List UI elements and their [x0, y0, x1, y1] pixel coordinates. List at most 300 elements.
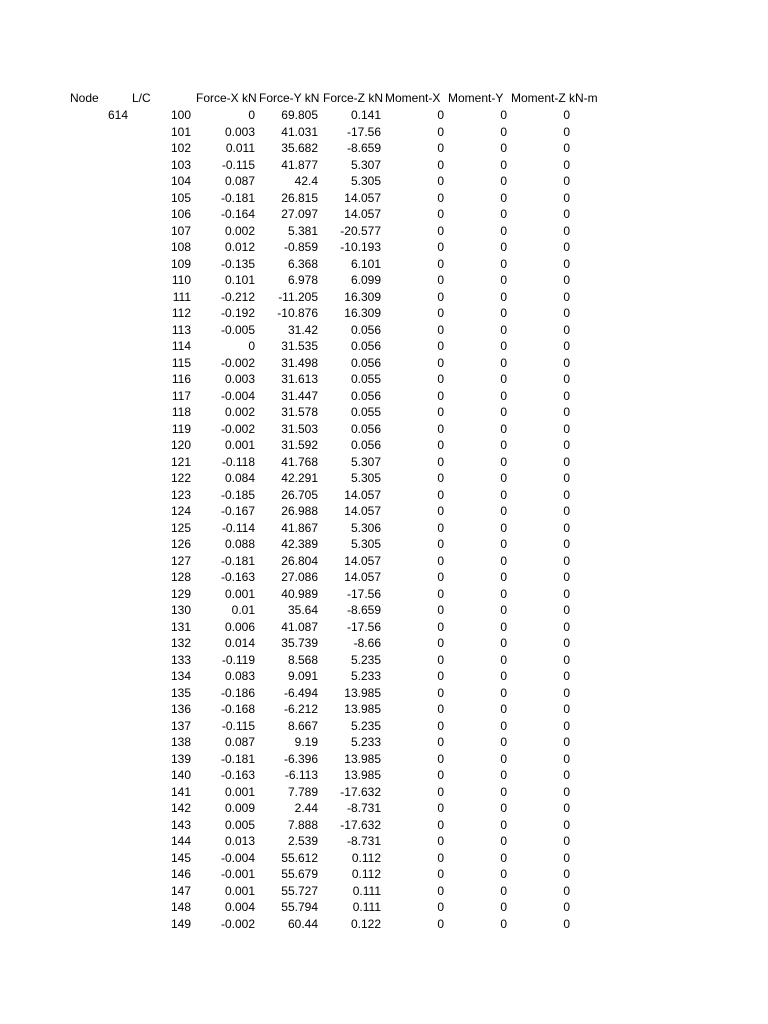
header-force-x: Force-X kN [196, 91, 257, 105]
moment-x-cell: 0 [437, 751, 444, 766]
moment-y-cell: 0 [500, 157, 507, 172]
moment-y-cell: 0 [500, 520, 507, 535]
moment-y-cell: 0 [500, 900, 507, 914]
force-z-cell: 14.057 [344, 207, 381, 221]
moment-x-cell: 0 [437, 372, 444, 386]
moment-y-cell: 0 [500, 289, 507, 304]
moment-z-cell: 0 [563, 850, 570, 865]
force-z-cell: 0.055 [350, 372, 381, 386]
load-case-cell: 146 [170, 867, 191, 881]
force-y-cell: 60.44 [287, 916, 318, 931]
moment-x-cell: 0 [437, 817, 444, 832]
force-z-cell: 14.057 [344, 487, 381, 502]
force-z-cell: 13.985 [344, 685, 381, 700]
force-y-cell: -6.494 [283, 685, 318, 700]
load-case-cell: 116 [171, 372, 191, 386]
moment-y-cell: 0 [500, 570, 507, 584]
header-moment-z: Moment-Z kN-m [511, 91, 598, 105]
load-case-cell: 114 [171, 339, 191, 353]
force-x-cell: -0.168 [220, 702, 255, 716]
force-y-cell: -6.113 [284, 768, 318, 782]
force-z-cell: 0.056 [350, 421, 381, 436]
moment-y-cell: 0 [500, 108, 507, 122]
moment-y-cell: 0 [500, 339, 507, 353]
force-x-cell: 0.084 [224, 471, 255, 485]
force-y-cell: 40.989 [281, 586, 318, 601]
force-z-cell: 14.057 [344, 570, 381, 584]
moment-z-cell: 0 [563, 240, 570, 254]
moment-y-cell: 0 [500, 702, 507, 716]
load-case-cell: 125 [170, 520, 191, 535]
load-case-cell: 110 [171, 273, 191, 287]
force-z-cell: 0.112 [351, 867, 381, 881]
moment-x-cell: 0 [437, 735, 444, 749]
force-y-cell: 7.789 [287, 784, 318, 799]
moment-z-cell: 0 [563, 867, 570, 881]
force-x-cell: -0.181 [220, 751, 255, 766]
moment-x-cell: 0 [437, 339, 444, 353]
moment-y-cell: 0 [500, 174, 507, 188]
moment-y-cell: 0 [500, 553, 507, 568]
load-case-cell: 103 [170, 157, 191, 172]
force-y-cell: 26.804 [281, 553, 318, 568]
moment-x-cell: 0 [437, 289, 444, 304]
force-x-cell: 0.001 [224, 586, 255, 601]
force-x-cell: 0.002 [224, 223, 255, 238]
force-y-cell: 9.19 [294, 735, 318, 749]
moment-x-cell: 0 [437, 784, 444, 799]
moment-z-cell: 0 [563, 141, 570, 155]
moment-z-cell: 0 [563, 190, 570, 205]
moment-z-cell: 0 [563, 685, 570, 700]
moment-z-cell: 0 [563, 405, 570, 419]
moment-y-cell: 0 [500, 537, 507, 551]
moment-x-cell: 0 [437, 586, 444, 601]
load-case-cell: 122 [170, 471, 191, 485]
load-case-cell: 142 [170, 801, 191, 815]
moment-z-cell: 0 [563, 883, 570, 898]
force-z-cell: 0.056 [350, 438, 381, 452]
moment-z-cell: 0 [563, 520, 570, 535]
force-y-cell: 55.679 [281, 867, 318, 881]
force-x-cell: -0.002 [220, 916, 255, 931]
force-x-cell: 0.003 [224, 372, 255, 386]
moment-x-cell: 0 [437, 916, 444, 931]
moment-z-cell: 0 [563, 174, 570, 188]
moment-y-cell: 0 [500, 322, 507, 337]
load-case-cell: 133 [170, 652, 191, 667]
moment-z-cell: 0 [563, 784, 570, 799]
force-z-cell: 13.985 [344, 768, 381, 782]
force-z-cell: 13.985 [344, 751, 381, 766]
moment-x-cell: 0 [437, 883, 444, 898]
moment-x-cell: 0 [437, 718, 444, 733]
force-z-cell: 14.057 [344, 553, 381, 568]
force-z-cell: 14.057 [344, 504, 381, 518]
moment-y-cell: 0 [500, 669, 507, 683]
load-case-cell: 134 [170, 669, 191, 683]
moment-x-cell: 0 [437, 768, 444, 782]
load-case-cell: 109 [170, 256, 191, 271]
force-y-cell: 31.535 [281, 339, 318, 353]
force-x-cell: -0.004 [220, 388, 255, 403]
moment-y-cell: 0 [500, 438, 507, 452]
moment-y-cell: 0 [500, 240, 507, 254]
force-z-cell: 0.111 [352, 883, 381, 898]
moment-x-cell: 0 [437, 421, 444, 436]
force-y-cell: 42.4 [294, 174, 318, 188]
load-case-cell: 138 [170, 735, 191, 749]
force-z-cell: 0.112 [351, 850, 381, 865]
load-case-cell: 137 [170, 718, 191, 733]
load-case-cell: 132 [170, 636, 191, 650]
force-x-cell: 0.006 [224, 619, 255, 634]
header-force-z: Force-Z kN [323, 91, 383, 105]
force-z-cell: 5.305 [350, 471, 381, 485]
moment-z-cell: 0 [563, 586, 570, 601]
force-y-cell: 42.389 [281, 537, 318, 551]
force-z-cell: 14.057 [344, 190, 381, 205]
moment-x-cell: 0 [437, 405, 444, 419]
moment-y-cell: 0 [500, 619, 507, 634]
force-y-cell: 35.64 [287, 603, 318, 617]
force-y-cell: 31.592 [281, 438, 318, 452]
force-z-cell: 0.056 [350, 339, 381, 353]
force-z-cell: -8.659 [346, 141, 381, 155]
load-case-cell: 127 [170, 553, 191, 568]
load-case-cell: 115 [171, 355, 191, 370]
force-x-cell: -0.163 [220, 768, 255, 782]
moment-x-cell: 0 [437, 108, 444, 122]
moment-z-cell: 0 [563, 223, 570, 238]
force-x-cell: -0.135 [220, 256, 255, 271]
moment-z-cell: 0 [563, 322, 570, 337]
moment-y-cell: 0 [500, 388, 507, 403]
moment-z-cell: 0 [563, 372, 570, 386]
moment-y-cell: 0 [500, 504, 507, 518]
force-x-cell: -0.181 [220, 190, 255, 205]
force-x-cell: 0.001 [224, 438, 255, 452]
moment-y-cell: 0 [500, 141, 507, 155]
moment-x-cell: 0 [437, 520, 444, 535]
node-id: 614 [107, 108, 128, 122]
force-x-cell: -0.185 [220, 487, 255, 502]
force-x-cell: -0.002 [220, 355, 255, 370]
moment-z-cell: 0 [563, 652, 570, 667]
load-case-cell: 130 [170, 603, 191, 617]
moment-x-cell: 0 [437, 537, 444, 551]
force-y-cell: 55.612 [281, 850, 318, 865]
force-y-cell: -10.876 [277, 306, 318, 320]
load-case-cell: 111 [172, 289, 191, 304]
force-x-cell: -0.115 [221, 718, 255, 733]
force-x-cell: 0.003 [224, 124, 255, 139]
moment-z-cell: 0 [563, 768, 570, 782]
force-z-cell: 16.309 [344, 306, 381, 320]
load-case-cell: 113 [171, 322, 191, 337]
force-z-cell: -17.56 [346, 619, 381, 634]
moment-x-cell: 0 [437, 619, 444, 634]
header-node: Node [70, 91, 99, 105]
moment-y-cell: 0 [500, 685, 507, 700]
moment-z-cell: 0 [563, 570, 570, 584]
moment-x-cell: 0 [437, 322, 444, 337]
force-x-cell: -0.163 [220, 570, 255, 584]
force-z-cell: 0.141 [350, 108, 381, 122]
moment-y-cell: 0 [500, 867, 507, 881]
moment-z-cell: 0 [563, 438, 570, 452]
moment-z-cell: 0 [563, 619, 570, 634]
force-z-cell: -17.56 [346, 124, 381, 139]
force-y-cell: 41.867 [281, 520, 318, 535]
moment-z-cell: 0 [563, 751, 570, 766]
load-case-cell: 105 [170, 190, 191, 205]
force-x-cell: 0.005 [224, 817, 255, 832]
force-z-cell: 5.233 [350, 735, 381, 749]
load-case-cell: 107 [170, 223, 191, 238]
moment-x-cell: 0 [437, 207, 444, 221]
force-x-cell: -0.004 [220, 850, 255, 865]
moment-x-cell: 0 [437, 388, 444, 403]
moment-y-cell: 0 [500, 223, 507, 238]
force-y-cell: 5.381 [287, 223, 318, 238]
force-x-cell: -0.212 [220, 289, 255, 304]
load-case-cell: 145 [170, 850, 191, 865]
force-y-cell: 31.42 [287, 322, 318, 337]
moment-y-cell: 0 [500, 751, 507, 766]
force-x-cell: -0.005 [220, 322, 255, 337]
force-x-cell: 0.014 [224, 636, 255, 650]
force-x-cell: -0.164 [220, 207, 255, 221]
force-y-cell: 27.086 [281, 570, 318, 584]
moment-y-cell: 0 [500, 355, 507, 370]
force-z-cell: 0.056 [350, 322, 381, 337]
force-z-cell: 5.307 [350, 157, 381, 172]
load-case-cell: 118 [171, 405, 191, 419]
force-y-cell: 41.768 [281, 454, 318, 469]
moment-y-cell: 0 [500, 256, 507, 271]
moment-y-cell: 0 [500, 487, 507, 502]
moment-z-cell: 0 [563, 157, 570, 172]
force-x-cell: -0.181 [220, 553, 255, 568]
force-z-cell: 5.235 [350, 652, 381, 667]
force-y-cell: 41.031 [281, 124, 318, 139]
moment-y-cell: 0 [500, 817, 507, 832]
force-z-cell: -10.193 [340, 240, 381, 254]
force-y-cell: 55.727 [281, 883, 318, 898]
load-case-cell: 119 [171, 421, 191, 436]
moment-x-cell: 0 [437, 636, 444, 650]
force-y-cell: 26.988 [281, 504, 318, 518]
force-z-cell: 5.305 [350, 174, 381, 188]
moment-y-cell: 0 [500, 883, 507, 898]
moment-x-cell: 0 [437, 685, 444, 700]
moment-z-cell: 0 [563, 256, 570, 271]
load-case-cell: 136 [170, 702, 191, 716]
force-z-cell: -17.632 [340, 784, 381, 799]
force-z-cell: 0.056 [350, 388, 381, 403]
force-z-cell: 5.233 [350, 669, 381, 683]
moment-y-cell: 0 [500, 454, 507, 469]
force-y-cell: 26.815 [281, 190, 318, 205]
force-x-cell: 0.012 [224, 240, 255, 254]
moment-x-cell: 0 [437, 652, 444, 667]
load-case-cell: 106 [170, 207, 191, 221]
moment-z-cell: 0 [563, 124, 570, 139]
moment-z-cell: 0 [563, 339, 570, 353]
moment-x-cell: 0 [437, 157, 444, 172]
moment-z-cell: 0 [563, 735, 570, 749]
force-y-cell: -6.396 [283, 751, 318, 766]
force-x-cell: 0.009 [224, 801, 255, 815]
force-y-cell: 31.503 [281, 421, 318, 436]
moment-z-cell: 0 [563, 207, 570, 221]
moment-y-cell: 0 [500, 190, 507, 205]
moment-y-cell: 0 [500, 207, 507, 221]
moment-z-cell: 0 [563, 834, 570, 848]
force-y-cell: 26.705 [281, 487, 318, 502]
moment-y-cell: 0 [500, 768, 507, 782]
force-x-cell: -0.114 [221, 520, 255, 535]
moment-x-cell: 0 [437, 454, 444, 469]
load-case-cell: 143 [170, 817, 191, 832]
force-x-cell: 0 [248, 108, 255, 122]
moment-x-cell: 0 [437, 190, 444, 205]
header-moment-y: Moment-Y [448, 91, 504, 105]
moment-y-cell: 0 [500, 421, 507, 436]
moment-x-cell: 0 [437, 223, 444, 238]
force-x-cell: 0 [248, 339, 255, 353]
moment-x-cell: 0 [437, 124, 444, 139]
force-z-cell: 0.122 [350, 916, 381, 931]
moment-y-cell: 0 [500, 603, 507, 617]
moment-z-cell: 0 [563, 306, 570, 320]
force-x-cell: -0.002 [220, 421, 255, 436]
force-y-cell: -6.212 [283, 702, 318, 716]
moment-x-cell: 0 [437, 240, 444, 254]
force-x-cell: 0.011 [225, 141, 255, 155]
load-case-cell: 140 [170, 768, 191, 782]
moment-y-cell: 0 [500, 850, 507, 865]
force-y-cell: 31.613 [281, 372, 318, 386]
moment-y-cell: 0 [500, 124, 507, 139]
moment-z-cell: 0 [563, 421, 570, 436]
force-y-cell: 35.682 [281, 141, 318, 155]
force-y-cell: 9.091 [287, 669, 318, 683]
force-y-cell: 8.667 [287, 718, 318, 733]
moment-z-cell: 0 [563, 817, 570, 832]
force-y-cell: 2.539 [287, 834, 318, 848]
force-y-cell: 55.794 [281, 900, 318, 914]
header-moment-x: Moment-X [385, 91, 441, 105]
moment-z-cell: 0 [563, 289, 570, 304]
load-case-cell: 117 [171, 388, 191, 403]
force-y-cell: 41.877 [281, 157, 318, 172]
moment-z-cell: 0 [563, 801, 570, 815]
force-x-cell: 0.088 [224, 537, 255, 551]
moment-y-cell: 0 [500, 372, 507, 386]
moment-x-cell: 0 [437, 669, 444, 683]
moment-x-cell: 0 [437, 306, 444, 320]
force-x-cell: -0.118 [221, 454, 255, 469]
moment-y-cell: 0 [500, 784, 507, 799]
moment-z-cell: 0 [563, 669, 570, 683]
force-x-cell: 0.002 [224, 405, 255, 419]
moment-x-cell: 0 [437, 438, 444, 452]
force-y-cell: 31.498 [281, 355, 318, 370]
load-case-cell: 139 [170, 751, 191, 766]
header-force-y: Force-Y kN [259, 91, 320, 105]
force-z-cell: 16.309 [344, 289, 381, 304]
moment-x-cell: 0 [437, 355, 444, 370]
force-y-cell: 8.568 [287, 652, 318, 667]
moment-x-cell: 0 [437, 702, 444, 716]
force-z-cell: -17.632 [340, 817, 381, 832]
moment-y-cell: 0 [500, 801, 507, 815]
moment-x-cell: 0 [437, 900, 444, 914]
force-z-cell: 13.985 [344, 702, 381, 716]
moment-z-cell: 0 [563, 454, 570, 469]
force-z-cell: -20.577 [340, 223, 381, 238]
moment-x-cell: 0 [437, 801, 444, 815]
header-load-case: L/C [132, 91, 151, 105]
load-case-cell: 121 [170, 454, 191, 469]
moment-y-cell: 0 [500, 652, 507, 667]
force-z-cell: -8.731 [346, 834, 381, 848]
force-y-cell: 69.805 [281, 108, 318, 122]
moment-x-cell: 0 [437, 570, 444, 584]
force-y-cell: 41.087 [281, 619, 318, 634]
moment-x-cell: 0 [437, 487, 444, 502]
force-z-cell: -8.731 [346, 801, 381, 815]
force-x-cell: 0.01 [231, 603, 255, 617]
load-case-cell: 124 [170, 504, 191, 518]
force-y-cell: 31.447 [281, 388, 318, 403]
load-case-cell: 101 [170, 124, 191, 139]
force-z-cell: 0.055 [350, 405, 381, 419]
moment-z-cell: 0 [563, 388, 570, 403]
force-x-cell: 0.001 [224, 883, 255, 898]
force-y-cell: -11.205 [278, 289, 318, 304]
force-z-cell: 0.056 [350, 355, 381, 370]
moment-z-cell: 0 [563, 504, 570, 518]
load-case-cell: 147 [170, 883, 191, 898]
load-case-cell: 102 [170, 141, 191, 155]
force-z-cell: 5.235 [350, 718, 381, 733]
force-z-cell: 6.101 [350, 256, 381, 271]
force-x-cell: 0.087 [224, 174, 255, 188]
moment-y-cell: 0 [500, 916, 507, 931]
load-case-cell: 108 [170, 240, 191, 254]
force-y-cell: 7.888 [287, 817, 318, 832]
force-x-cell: -0.186 [220, 685, 255, 700]
load-case-cell: 104 [170, 174, 191, 188]
force-x-cell: 0.083 [224, 669, 255, 683]
load-case-cell: 131 [170, 619, 191, 634]
force-y-cell: 31.578 [281, 405, 318, 419]
moment-y-cell: 0 [500, 306, 507, 320]
moment-y-cell: 0 [500, 405, 507, 419]
moment-y-cell: 0 [500, 273, 507, 287]
load-case-cell: 120 [170, 438, 191, 452]
moment-x-cell: 0 [437, 471, 444, 485]
moment-x-cell: 0 [437, 504, 444, 518]
moment-z-cell: 0 [563, 471, 570, 485]
load-case-cell: 112 [171, 306, 191, 320]
force-y-cell: 42.291 [281, 471, 318, 485]
load-case-cell: 144 [170, 834, 191, 848]
moment-z-cell: 0 [563, 916, 570, 931]
